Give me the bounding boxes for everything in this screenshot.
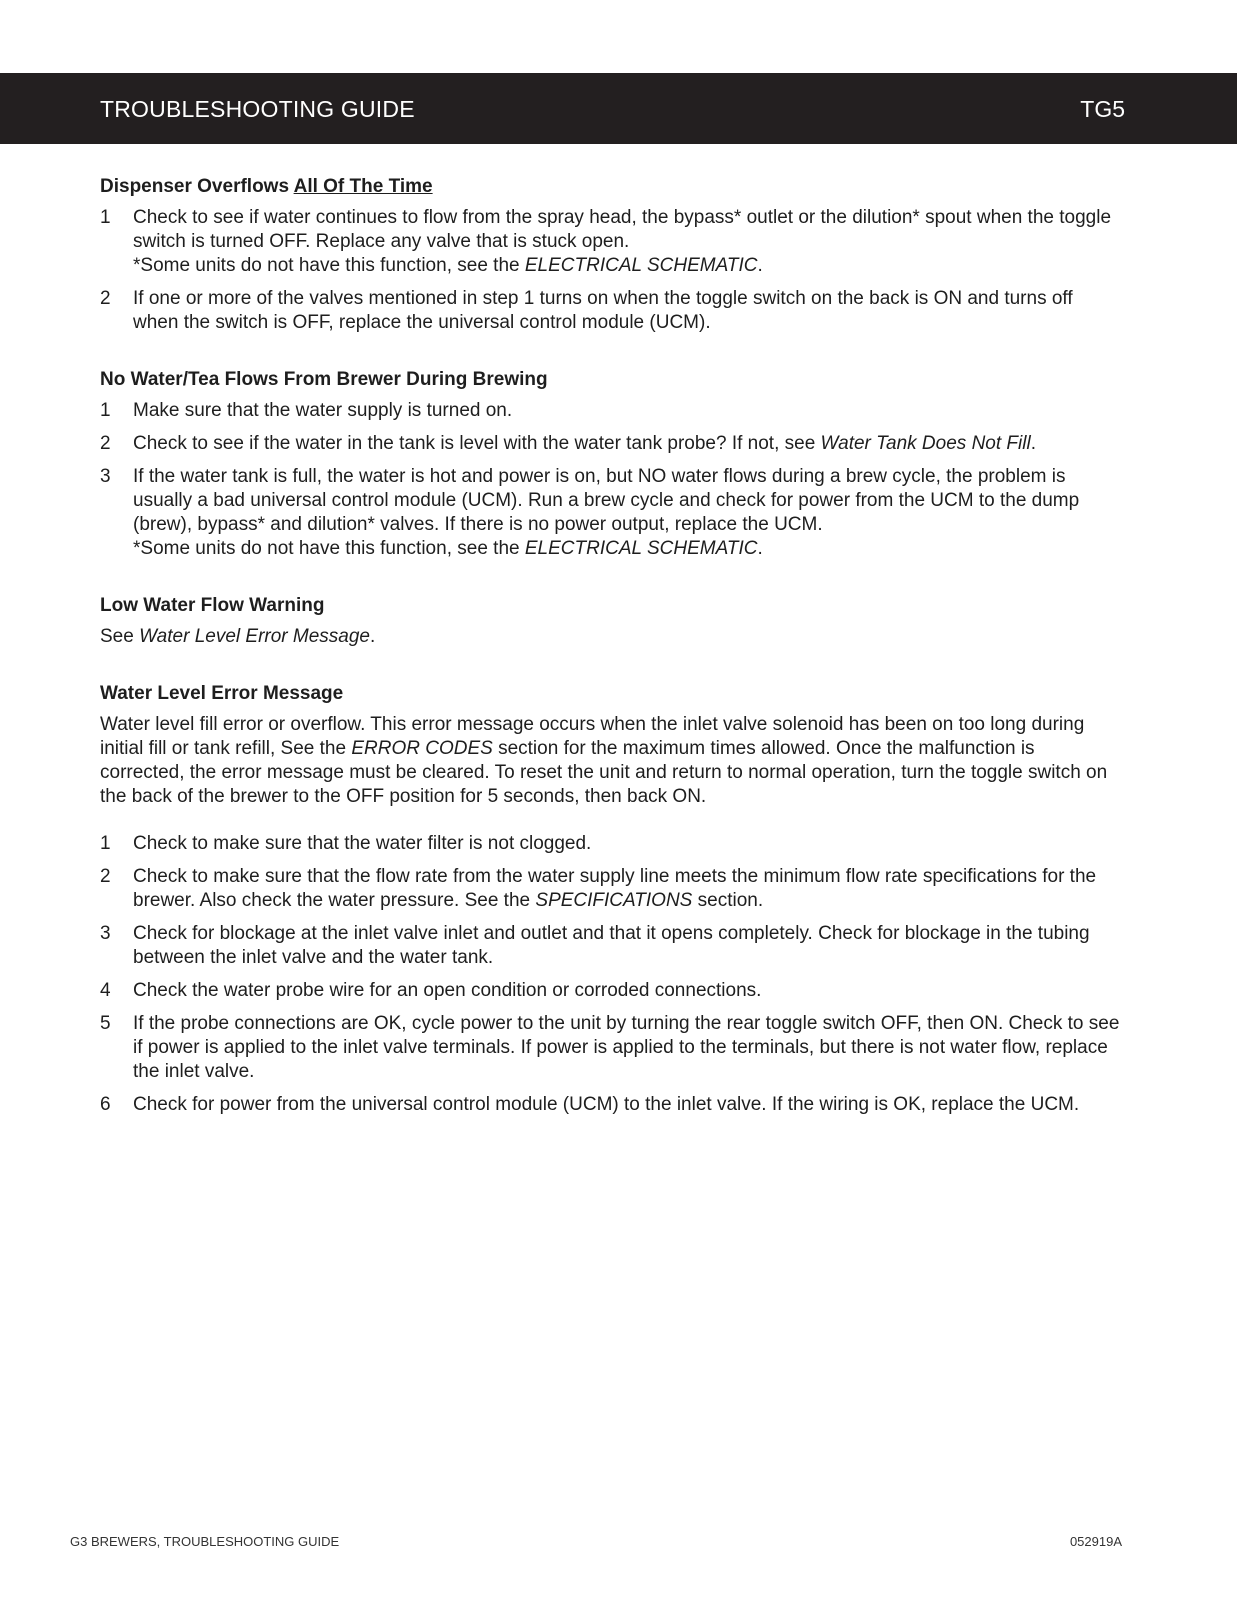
para-a: Water level fill error or overflow. This error message occurs when the inlet valve solenoid has been on too long during initial fill or tank refill, See the [100,714,1085,759]
page-code: TG5 [1080,96,1125,122]
step-item [100,832,1120,856]
step-note: *Some units do not have this function, see the [133,255,525,276]
step-text [133,465,1120,561]
step-number: 6 [100,1094,111,1115]
step-text-a: Check to see if the water in the tank is level with the water tank probe? If not, see [133,433,821,454]
step-number: 3 [100,466,111,487]
step-text: Check the water probe wire for an open condition or corroded connections. [133,980,762,1001]
section-paragraph [100,713,1120,809]
step-item [100,465,1120,561]
step-number: 1 [100,207,111,228]
step-text: Check for power from the universal control module (UCM) to the inlet valve. If the wiring is OK, replace the UCM. [133,1094,1080,1115]
para-c: section for the maximum times allowed. Once the malfunction is corrected, the error message must be cleared. To reset the unit and return to normal operation, turn the toggle switch on the back of the brewer to the OFF position for 5 seconds, then back ON. [100,738,1108,807]
step-text: Make sure that the water supply is turned on. [133,400,513,421]
step-text-a: Check to make sure that the flow rate from the water supply line meets the minimum flow rate specifications for the brewer. Also check the water pressure. See the [133,866,1097,911]
step-number: 1 [100,400,111,421]
title-emphasis: All Of The Time [293,176,433,197]
reference-error-codes: ERROR CODES [351,738,493,759]
step-number: 5 [100,1013,111,1034]
step-item [100,1093,1120,1117]
section-text [100,625,1120,649]
step-text [133,865,1120,913]
footer-document-code: 052919A [1069,1534,1122,1549]
page-title: TROUBLESHOOTING GUIDE [100,96,415,122]
step-list [100,399,1120,561]
section-title [100,175,1120,199]
step-text [133,206,1120,278]
step-number: 2 [100,288,111,309]
step-item [100,979,1120,1003]
step-list [100,206,1120,335]
step-item [100,922,1120,970]
step-note: *Some units do not have this function, see the [133,538,525,559]
step-text: If the probe connections are OK, cycle power to the unit by turning the rear toggle switch OFF, then ON. Check to see if power is applied to the inlet valve terminals. If power is applied to the terminals, but there is not water flow, replace the inlet valve. [133,1013,1120,1082]
title-part: Dispenser Overflows [100,176,294,197]
step-item [100,206,1120,278]
reference-electrical-schematic: ELECTRICAL SCHEMATIC [524,255,758,276]
step-number: 2 [100,866,111,887]
step-item [100,399,1120,423]
step-text-c: . [757,255,763,276]
step-text-c: section. [692,890,764,911]
step-item [100,865,1120,913]
section-water-level-error [100,682,1120,1117]
step-item [100,287,1120,335]
step-text: Check for blockage at the inlet valve inlet and outlet and that it opens completely. Check for blockage in the tubing between the inlet valve and the water tank. [133,923,1090,968]
section-title: Water Level Error Message [100,683,344,704]
step-number: 1 [100,833,111,854]
step-item [100,432,1120,456]
step-item [100,1012,1120,1084]
section-dispenser-overflows [100,175,1120,335]
section-title: No Water/Tea Flows From Brewer During Brewing [100,369,548,390]
section-title: Low Water Flow Warning [100,595,325,616]
step-number: 3 [100,923,111,944]
header-bar [0,73,1237,144]
text-a: See [100,626,140,647]
step-text-a: Check to see if water continues to flow from the spray head, the bypass* outlet or the dilution* spout when the toggle switch is turned OFF. Replace any valve that is stuck open. [133,207,1112,252]
step-number: 2 [100,433,111,454]
step-number: 4 [100,980,111,1001]
section-low-water-flow [100,594,1120,649]
reference-water-tank-does-not-fill: Water Tank Does Not Fill [820,433,1031,454]
footer-document-title: G3 BREWERS, TROUBLESHOOTING GUIDE [70,1534,340,1549]
step-text: If one or more of the valves mentioned in step 1 turns on when the toggle switch on the back is ON and turns off when the switch is OFF, replace the universal control module (UCM). [133,288,1073,333]
reference-water-level-error: Water Level Error Message [139,626,370,647]
content [100,175,1120,1150]
step-text [133,432,1120,456]
step-text-c: . [757,538,763,559]
reference-specifications: SPECIFICATIONS [535,890,693,911]
step-text: Check to make sure that the water filter is not clogged. [133,833,592,854]
section-no-water-flows [100,368,1120,561]
step-list [100,832,1120,1117]
step-text-a: If the water tank is full, the water is hot and power is on, but NO water flows during a brew cycle, the problem is usually a bad universal control module (UCM). Run a brew cycle and check for power from the UCM to the dump (brew), bypass* and dilution* valves. If there is no power output, replace the UCM. [133,466,1080,535]
text-c: . [370,626,376,647]
reference-electrical-schematic: ELECTRICAL SCHEMATIC [524,538,758,559]
step-text-c: . [1030,433,1036,454]
